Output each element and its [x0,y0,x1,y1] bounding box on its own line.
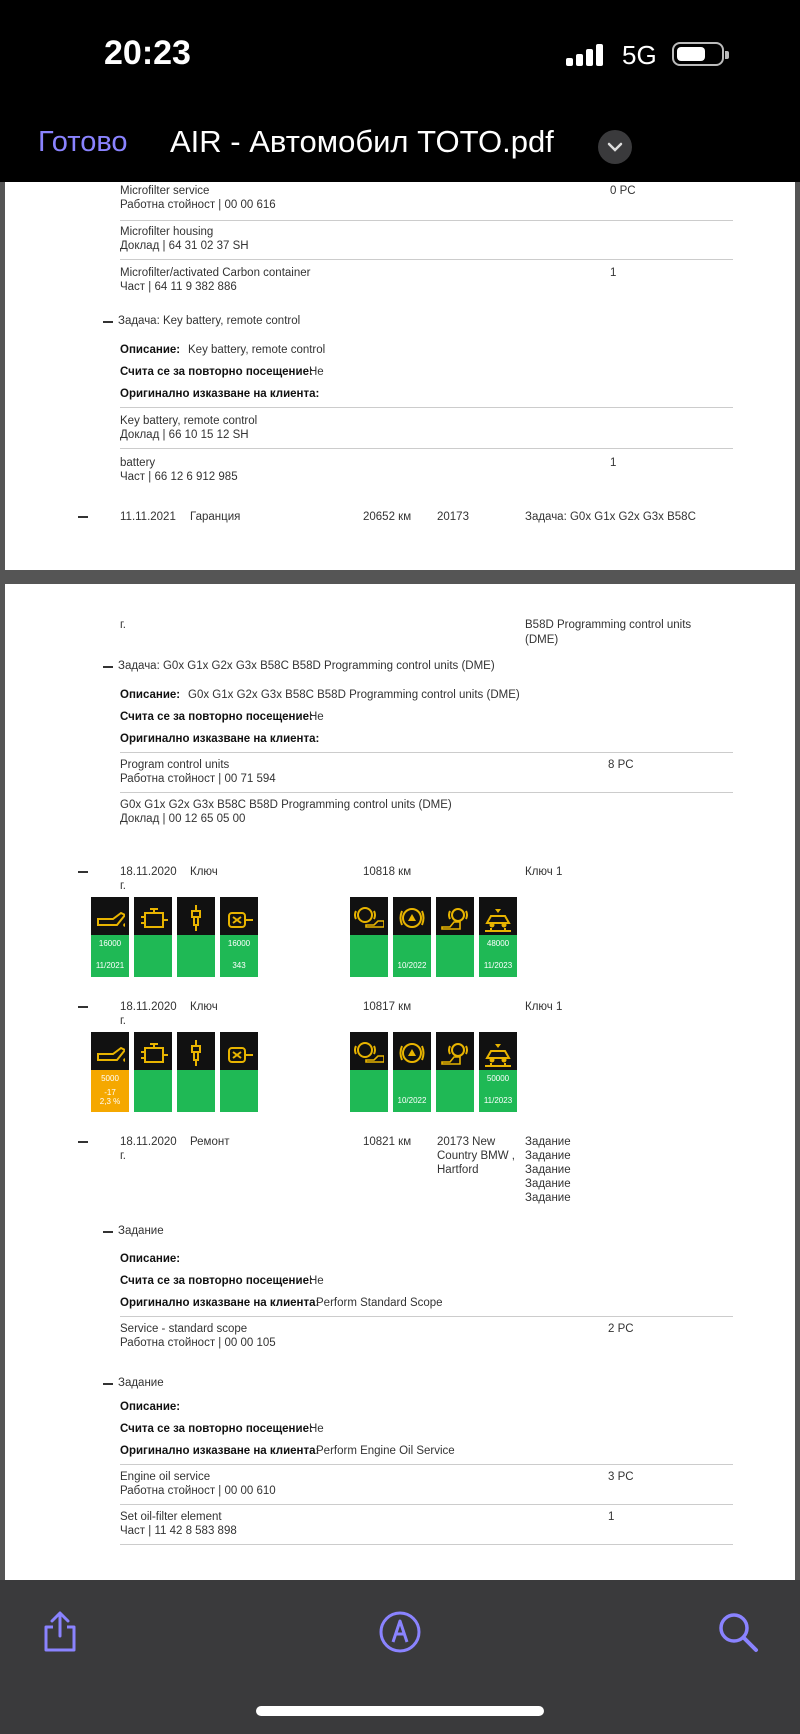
oil-can-icon [95,903,125,933]
row-title: G0x G1x G2x G3x B58C B58D Programming control units (DME) [120,799,452,811]
service-indicator-tile [177,897,215,977]
service-indicator-tile [350,897,388,977]
row-sub: Част | 66 12 6 912 985 [120,471,238,483]
entry-date-suffix: г. [120,1015,126,1027]
indicator-value: 5000 [101,1074,119,1083]
entry-dealer: Hartford [437,1164,479,1176]
row-sub: Работна стойност | 00 00 616 [120,199,276,211]
revisit-value: Не [309,1423,324,1435]
indicator-value: 16000 [227,939,251,948]
row-qty: 3 PC [608,1471,634,1483]
spark-plug-icon [181,903,211,933]
entry-date: 11.11.2021 [120,511,176,523]
cont-date-suffix: г. [120,619,126,631]
entry-type: Ключ [190,1001,218,1013]
title-menu-button[interactable] [598,130,632,164]
entry-task: Задание [525,1150,571,1162]
clock: 20:23 [104,34,191,72]
chevron-down-icon [607,141,623,153]
indicator-date: -17 2,3 % [99,1088,121,1106]
entry-task: Задание [525,1136,571,1148]
service-indicator-tile [220,1032,258,1112]
entry-type: Ремонт [190,1136,230,1148]
entry-date: 18.11.2020 [120,866,177,878]
indicator-date: 10/2022 [397,1096,427,1105]
revisit-label: Считa се за повторно посещение: [120,1275,313,1287]
brake-fluid-icon [397,1038,427,1068]
service-indicator-tile [393,1032,431,1112]
vehicle-check-icon [483,1038,513,1068]
engine-icon [138,903,168,933]
indicator-date: 11/2021 [95,961,125,970]
entry-task: Задание [525,1164,571,1176]
row-title: battery [120,457,156,469]
spark-plug-icon [181,1038,211,1068]
row-title: Microfilter service [120,185,210,197]
done-button[interactable]: Готово [38,126,128,158]
service-indicator-tile [220,897,258,977]
indicator-date: 11/2023 [483,1096,513,1105]
row-qty: 1 [610,457,617,469]
entry-dealer: 20173 New [437,1136,496,1148]
original-value: Perform Standard Scope [316,1297,443,1309]
row-title: Key battery, remote control [120,415,258,427]
revisit-value: Не [309,1275,324,1287]
desc-label: Описание: [120,344,181,356]
network-type: 5G [622,40,657,70]
revisit-value: Не [309,366,324,378]
row-sub: Работна стойност | 00 00 610 [120,1485,276,1497]
search-icon[interactable] [716,1610,760,1654]
service-indicator-tile [91,1032,129,1112]
pdf-viewer[interactable] [0,182,800,1580]
document-title[interactable]: AIR - Автомобил TOTO.pdf [170,124,554,159]
original-label: Оригинално изказване на клиента: [120,733,320,745]
task-header: Задание [118,1225,164,1237]
row-title: Microfilter/activated Carbon container [120,267,311,279]
entry-km: 10818 км [363,866,412,878]
entry-task: Задание [525,1178,571,1190]
oil-can-icon [95,1038,125,1068]
status-bar [0,0,800,110]
entry-task: Задание [525,1192,571,1204]
service-indicator-tile [393,897,431,977]
row-qty: 2 PC [608,1323,634,1335]
front-brake-icon [354,903,384,933]
entry-km: 10821 км [363,1136,412,1148]
entry-task: Ключ 1 [525,866,563,878]
service-indicator-tile [134,1032,172,1112]
indicator-date: 11/2023 [483,961,513,970]
revisit-label: Счита се за повторно посещение: [120,711,313,723]
revisit-label: Считa се за повторно посещение: [120,1423,313,1435]
row-qty: 0 PC [610,185,636,197]
rear-brake-icon [440,903,470,933]
indicator-value: 48000 [486,939,510,948]
entry-km: 20652 км [363,511,412,523]
task-header: Задача: G0x G1x G2x G3x B58C B58D Programming control units (DME) [118,660,495,672]
front-brake-icon [354,1038,384,1068]
service-indicator-tile [177,1032,215,1112]
fuel-filter-icon [224,903,254,933]
pdf-page-2 [5,584,795,1580]
indicator-date: 10/2022 [397,961,427,970]
row-sub: Работна стойност | 00 71 594 [120,773,276,785]
entry-dealer: 20173 [437,511,469,523]
row-sub: Доклад | 00 12 65 05 00 [120,813,246,825]
entry-task: Задача: G0x G1x G2x G3x B58C [525,511,696,523]
row-title: Engine oil service [120,1471,211,1483]
brake-fluid-icon [397,903,427,933]
entry-type: Ключ [190,866,218,878]
engine-icon [138,1038,168,1068]
indicator-date: 343 [232,961,246,970]
row-title: Set oil-filter element [120,1511,222,1523]
entry-task: Ключ 1 [525,1001,563,1013]
revisit-value: Не [309,711,324,723]
entry-dealer: Country BMW , [437,1150,515,1162]
entry-date-suffix: г. [120,1150,126,1162]
original-label: Оригинално изказване на клиента: [120,388,320,400]
home-indicator[interactable] [256,1706,544,1716]
row-title: Service - standard scope [120,1323,248,1335]
battery-icon [672,42,724,66]
entry-date-suffix: г. [120,880,126,892]
service-indicator-tile [91,897,129,977]
service-indicator-tile [350,1032,388,1112]
service-indicator-tile [134,897,172,977]
service-indicator-tile [436,897,474,977]
service-indicator-tile [479,1032,517,1112]
indicator-value: 50000 [486,1074,510,1083]
task-header: Задание [118,1377,164,1389]
row-sub: Част | 11 42 8 583 898 [120,1525,237,1537]
row-qty: 1 [608,1511,615,1523]
row-title: Microfilter housing [120,226,214,238]
entry-km: 10817 км [363,1001,412,1013]
vehicle-check-icon [483,903,513,933]
desc-value: Key battery, remote control [188,344,326,356]
cellular-signal-icon [566,44,606,66]
revisit-label: Счита се за повторно посещение: [120,366,313,378]
row-sub: Работна стойност | 00 00 105 [120,1337,276,1349]
entry-type: Гаранция [190,511,241,523]
markup-icon[interactable] [378,1610,422,1654]
entry-date: 18.11.2020 [120,1136,177,1148]
desc-label: Описание: [120,1401,181,1413]
rear-brake-icon [440,1038,470,1068]
cont-task: B58D Programming control units (DME) [525,619,692,646]
fuel-filter-icon [224,1038,254,1068]
pdf-page-1 [5,182,795,570]
service-indicator-tile [479,897,517,977]
row-sub: Доклад | 66 10 15 12 SH [120,429,249,441]
row-sub: Част | 64 11 9 382 886 [120,281,237,293]
desc-label: Описание: [120,1253,181,1265]
entry-date: 18.11.2020 [120,1001,177,1013]
task-header: Задача: Key battery, remote control [118,315,301,327]
row-qty: 8 PC [608,759,634,771]
row-sub: Доклад | 64 31 02 37 SH [120,240,249,252]
row-qty: 1 [610,267,617,279]
share-icon[interactable] [38,1610,82,1654]
desc-value: G0x G1x G2x G3x B58C B58D Programming control units (DME) [188,689,520,701]
original-label: Оригинално изказване на клиента: [120,1297,320,1309]
desc-label: Описание: [120,689,181,701]
original-value: Perform Engine Oil Service [316,1445,455,1457]
row-title: Program control units [120,759,230,771]
indicator-value: 16000 [98,939,122,948]
service-indicator-tile [436,1032,474,1112]
original-label: Оригинално изказване на клиента: [120,1445,320,1457]
nav-bar [0,110,800,182]
